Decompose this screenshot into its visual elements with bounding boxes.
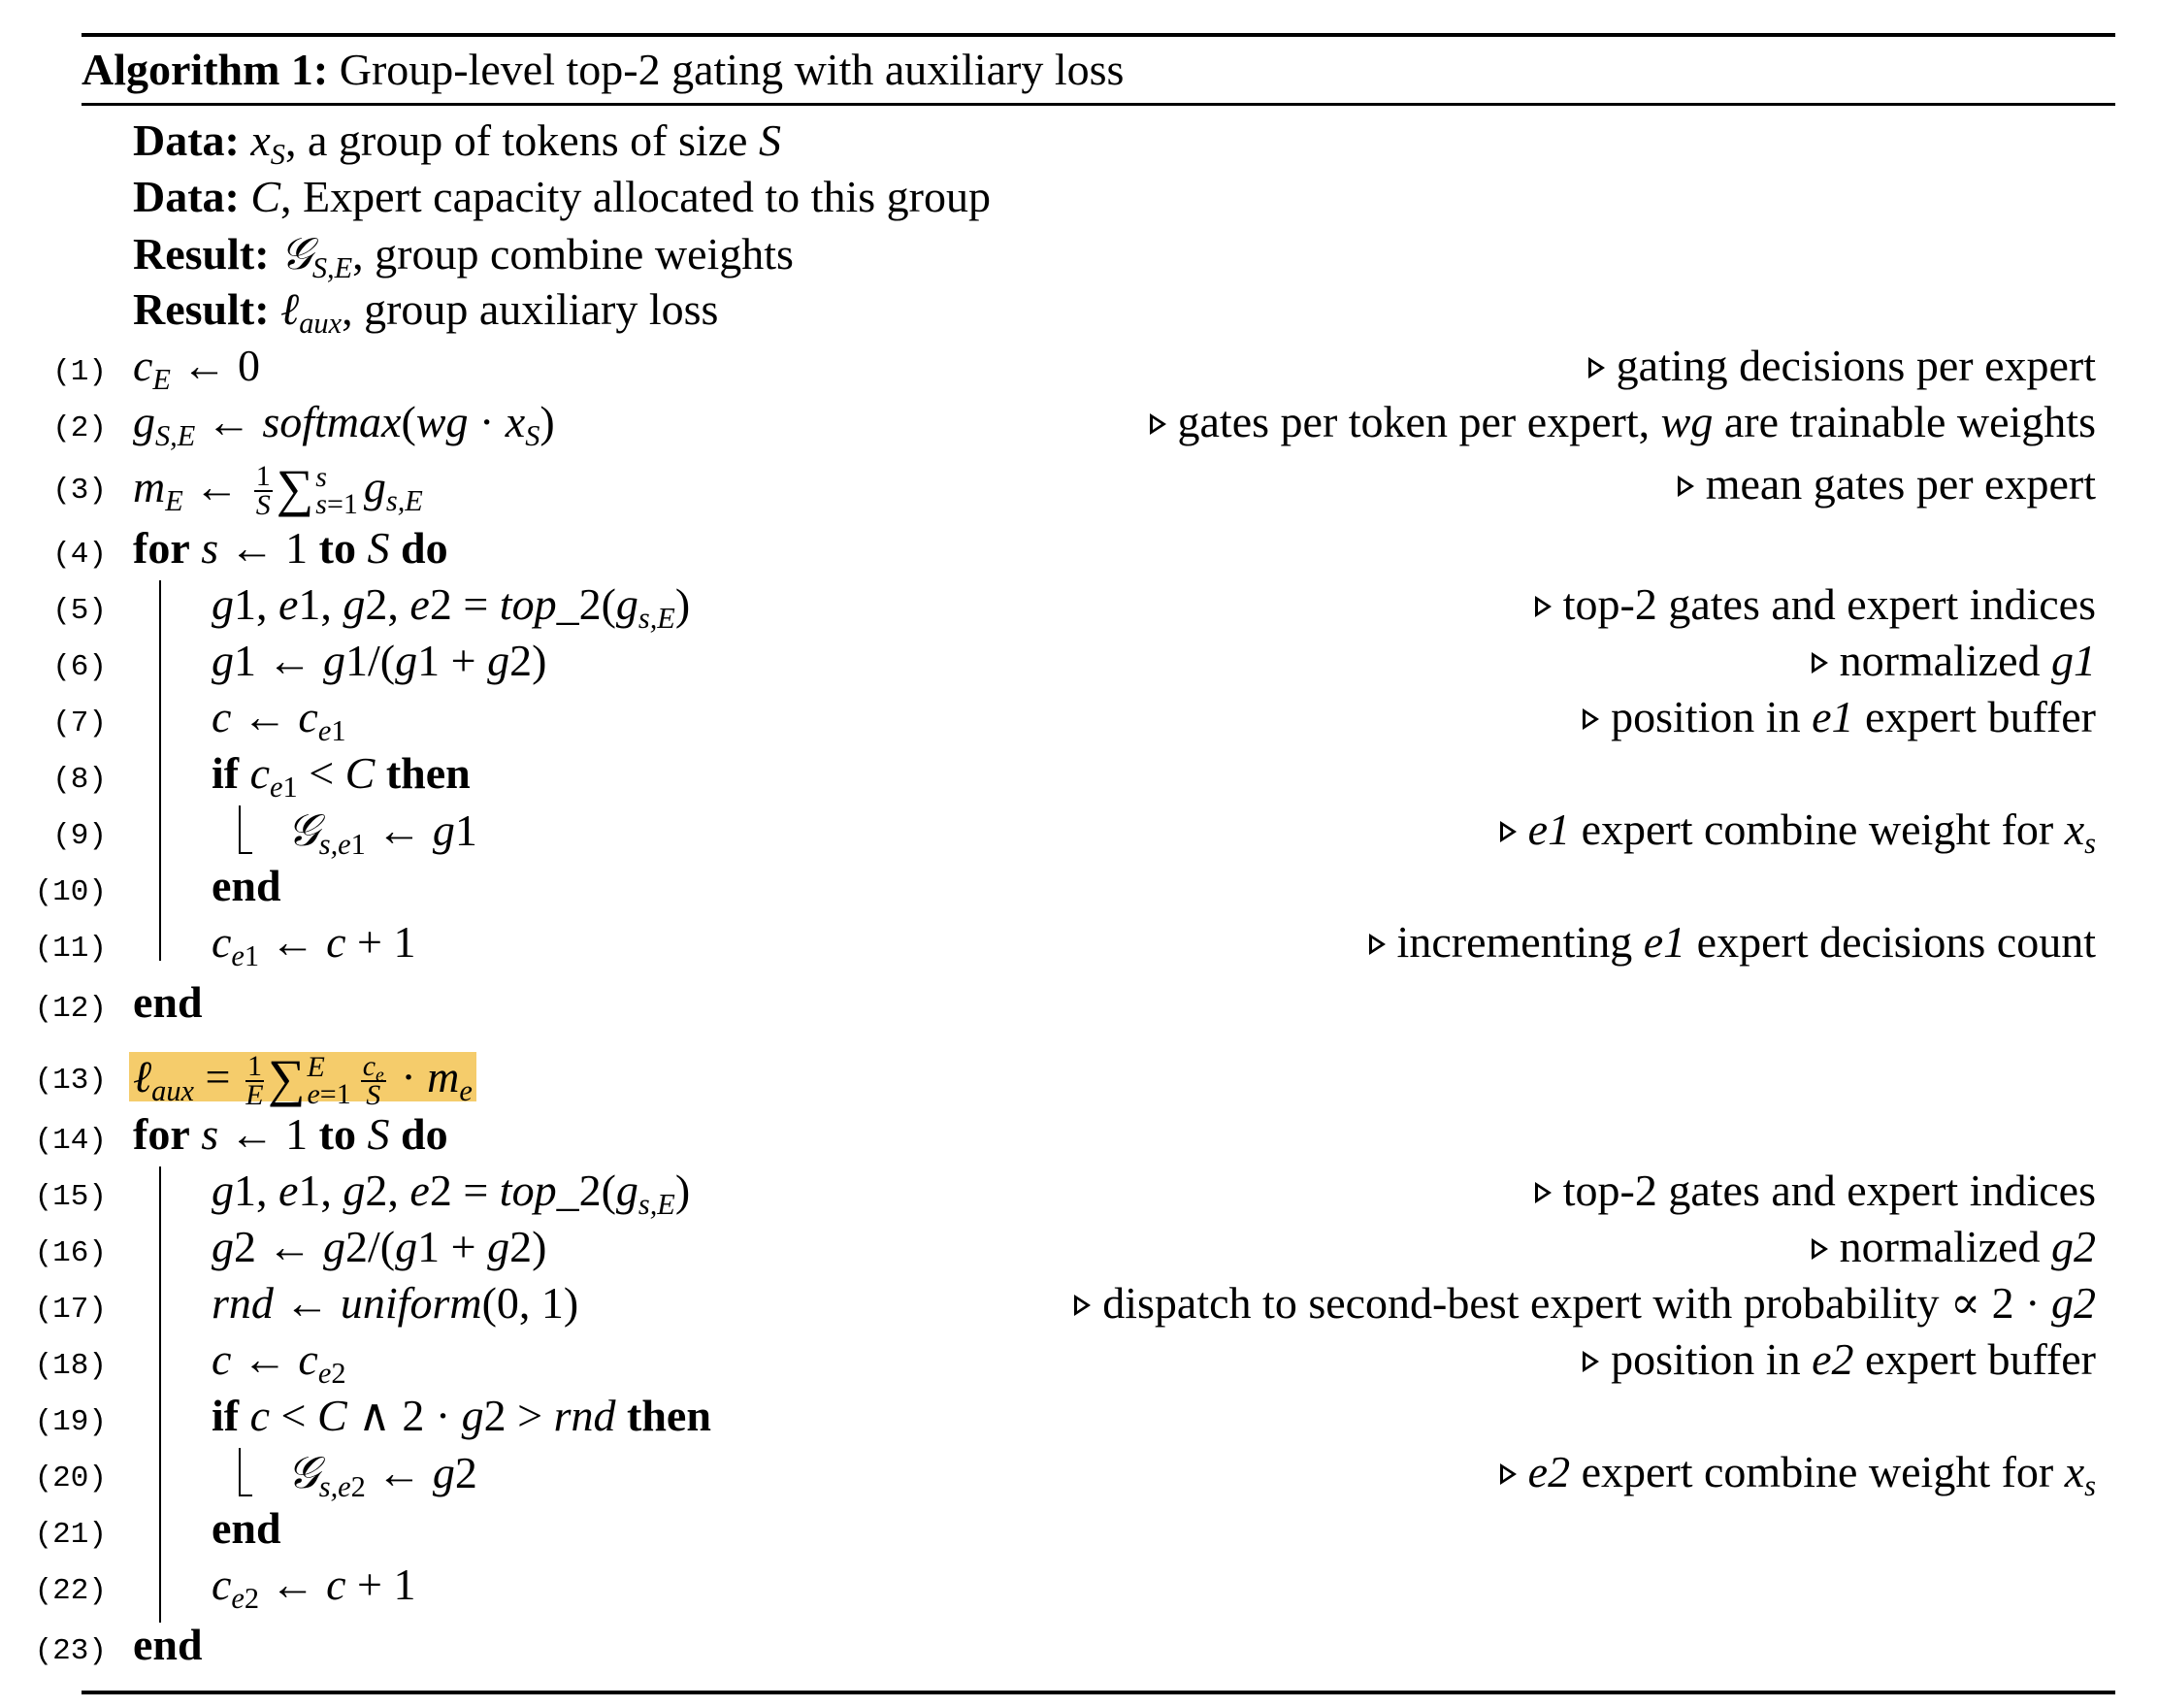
algo-line [0, 338, 2158, 397]
comment-triangle-icon [1583, 1351, 1599, 1372]
comment [1812, 1219, 2096, 1275]
comment-math: s [2084, 1469, 2096, 1503]
line-number: (15) [34, 1180, 107, 1214]
keyword: for [133, 1109, 190, 1159]
algo-line [0, 1331, 2158, 1391]
algo-line-highlighted [0, 1046, 2158, 1112]
keyword: to [318, 1109, 356, 1159]
comment-triangle-icon [1812, 652, 1828, 673]
keyword: for [133, 523, 190, 573]
statement: g1 ← g1/(g1 + g2) [212, 636, 547, 685]
algo-line [0, 520, 2158, 576]
keyword: to [318, 523, 356, 573]
statement: rnd ← uniform(0, 1) [212, 1278, 579, 1328]
math-symbol: x [250, 115, 271, 165]
keyword: then [627, 1391, 711, 1440]
line-number: (10) [34, 875, 107, 909]
algo-line [0, 394, 2158, 453]
algo-line [0, 633, 2158, 689]
comment-text: expert buffer [1853, 692, 2096, 741]
comment-text: mean gates per expert [1705, 459, 2096, 509]
math-symbol: 𝒢 [280, 227, 312, 279]
keyword: do [400, 523, 448, 573]
algo-line [0, 456, 2158, 522]
comment-math: g2 [2051, 1222, 2096, 1271]
comment-math: e1 [1812, 692, 1854, 741]
algo-line [0, 689, 2158, 748]
algo-line [0, 1163, 2158, 1222]
comment [1500, 802, 2096, 861]
algorithm-caption [82, 43, 1124, 97]
comment-math: e1 [1643, 917, 1686, 967]
comment [1583, 1331, 2096, 1388]
data-label: Data: [133, 115, 240, 165]
comment-math: g2 [2051, 1278, 2096, 1328]
math-subscript: S [270, 138, 285, 172]
line-number: (22) [34, 1574, 107, 1608]
comment-text: normalized [1839, 636, 2051, 685]
comment [1535, 576, 2096, 633]
result-label: Result: [133, 229, 270, 279]
statement: g1, e1, g2, $e2 = top\_2(g_{s,E})$ [212, 1166, 691, 1222]
comment [1588, 338, 2096, 394]
comment [1583, 689, 2096, 745]
comment-text: gates per token per expert, [1177, 397, 1661, 446]
comment-text: expert buffer [1853, 1334, 2096, 1384]
statement: if c < C ∧ 2 · g2 > rnd then [212, 1391, 711, 1440]
statement: for s ← 1 to S do [133, 523, 448, 573]
comment-triangle-icon [1074, 1295, 1091, 1316]
statement: c ← $c_{e2}$ [212, 1334, 346, 1391]
algo-line [0, 1557, 2158, 1616]
comment-math: x [2064, 805, 2085, 854]
comment-text: expert combine weight for [1570, 1447, 2065, 1496]
comment-text: are trainable weights [1713, 397, 2096, 446]
comment-triangle-icon [1678, 476, 1694, 497]
algo-line [0, 858, 2158, 914]
statement: if $c_{e1} < C$ then [212, 748, 471, 805]
line-number: (9) [52, 819, 107, 853]
bottom-rule [82, 1691, 2115, 1694]
line-number: (12) [34, 992, 107, 1026]
comment [1500, 1444, 2096, 1503]
statement: 𝒢$_{s,e1}$ ← g1 [287, 804, 477, 862]
data-line-1 [0, 113, 2158, 172]
comment-text: incrementing [1396, 917, 1644, 967]
keyword: if [212, 1391, 240, 1440]
algo-line [0, 802, 2158, 862]
line-number: (4) [52, 538, 107, 572]
result-text: , group auxiliary loss [342, 284, 719, 334]
algo-line [0, 576, 2158, 636]
data-line-2 [0, 169, 2158, 225]
algo-line [0, 1219, 2158, 1275]
comment-triangle-icon [1369, 934, 1386, 955]
line-number: (11) [34, 932, 107, 966]
statement: for s ← 1 to S do [133, 1109, 448, 1159]
keyword: do [400, 1109, 448, 1159]
comment-text: top-2 gates and expert indices [1562, 579, 2096, 629]
algo-line [0, 1444, 2158, 1504]
statement: c ← $c_{e1}$ [212, 692, 346, 748]
line-number: (21) [34, 1518, 107, 1552]
comment-text: position in [1611, 1334, 1813, 1384]
comment-math: e2 [1812, 1334, 1854, 1384]
line-number: (2) [52, 411, 107, 445]
comment-triangle-icon [1535, 596, 1552, 617]
statement: $c_{e2}$ ← c + 1 [212, 1560, 416, 1616]
algo-line [0, 1106, 2158, 1163]
comment-text: normalized [1839, 1222, 2051, 1271]
line-number: (23) [34, 1634, 107, 1668]
algo-line [0, 1275, 2158, 1331]
statement: $c_E$ ← 0 [133, 341, 260, 397]
comment-triangle-icon [1150, 413, 1166, 435]
comment-triangle-icon [1588, 357, 1605, 378]
algo-line [0, 1500, 2158, 1557]
caption-title: Group-level top-2 gating with auxiliary loss [339, 45, 1125, 94]
math-subscript: S,E [311, 251, 353, 285]
statement: g2 ← g2/(g1 + g2) [212, 1222, 547, 1271]
keyword: end [133, 1620, 203, 1669]
statement: $m_E$ ← $\frac{1}{S}$ ∑ s s=1 $g_{s,E}$ [133, 459, 423, 522]
comment-math: s [2084, 827, 2096, 861]
math-subscript: aux [299, 307, 343, 341]
comment-text: top-2 gates and expert indices [1562, 1166, 2096, 1215]
math-symbol: ℓ [280, 284, 300, 334]
comment-math: g1 [2051, 636, 2096, 685]
line-number: (8) [52, 763, 107, 797]
line-number: (1) [52, 355, 107, 389]
data-text: , a group of tokens of size [284, 115, 759, 165]
line-number: (6) [52, 650, 107, 684]
result-label: Result: [133, 284, 270, 334]
statement: $c_{e1}$ ← c + 1 [212, 917, 416, 973]
comment-triangle-icon [1500, 821, 1517, 842]
math-symbol: S [758, 115, 781, 165]
keyword: end [212, 861, 281, 910]
aux-loss-highlight: ℓ$_{aux}$ = $\frac{1}{E}$ ∑ E e=1 $\frac{c_e}{S}$ · $m_e$ [129, 1052, 476, 1101]
line-number: (5) [52, 594, 107, 628]
line-number: (17) [34, 1293, 107, 1327]
statement: $g_{S,E}$ ← softmax(wg · $x_S$) [133, 397, 555, 453]
comment [1369, 914, 2096, 970]
line-number: (13) [34, 1064, 107, 1098]
comment-text: dispatch to second-best expert with probability ∝ 2 · [1102, 1278, 2051, 1328]
comment-text: expert combine weight for [1570, 805, 2065, 854]
comment-triangle-icon [1500, 1463, 1517, 1485]
math-symbol: C [250, 172, 281, 221]
comment [1150, 394, 2096, 450]
algo-line [0, 1617, 2158, 1673]
statement: g1, e1, g2, $e2 = top\_2(g_{s,E})$ [212, 579, 691, 636]
line-number: (16) [34, 1236, 107, 1270]
comment-math: e2 [1527, 1447, 1571, 1496]
line-number: (19) [34, 1405, 107, 1439]
algo-line [0, 1388, 2158, 1444]
top-rule [82, 33, 2115, 37]
comment [1074, 1275, 2096, 1331]
statement [129, 1046, 476, 1112]
comment [1535, 1163, 2096, 1219]
result-text: , group combine weights [352, 229, 794, 279]
comment-triangle-icon [1535, 1182, 1552, 1203]
caption-rule [82, 103, 2115, 106]
comment-triangle-icon [1812, 1238, 1828, 1260]
comment-triangle-icon [1583, 708, 1599, 730]
comment-text: gating decisions per expert [1616, 341, 2096, 390]
result-line-1 [0, 225, 2158, 285]
statement: 𝒢$_{s,e2}$ ← g2 [287, 1446, 477, 1504]
algo-line [0, 745, 2158, 805]
comment [1678, 456, 2096, 512]
keyword: end [212, 1503, 281, 1553]
keyword: end [133, 977, 203, 1027]
caption-label: Algorithm 1: [82, 45, 329, 94]
line-number: (18) [34, 1349, 107, 1383]
keyword: if [212, 748, 240, 798]
comment-math: x [2064, 1447, 2085, 1496]
algo-line [0, 914, 2158, 973]
comment-text: position in [1611, 692, 1813, 741]
algo-line [0, 974, 2158, 1031]
comment-text: expert decisions count [1685, 917, 2096, 967]
line-number: (14) [34, 1124, 107, 1158]
result-line-2 [0, 281, 2158, 341]
line-number: (3) [52, 474, 107, 508]
line-number: (7) [52, 706, 107, 740]
comment-math: e1 [1527, 805, 1571, 854]
keyword: then [385, 748, 471, 798]
line-number: (20) [34, 1462, 107, 1495]
data-text: , Expert capacity allocated to this group [280, 172, 991, 221]
comment-math: wg [1660, 397, 1714, 446]
comment [1812, 633, 2096, 689]
data-label: Data: [133, 172, 240, 221]
